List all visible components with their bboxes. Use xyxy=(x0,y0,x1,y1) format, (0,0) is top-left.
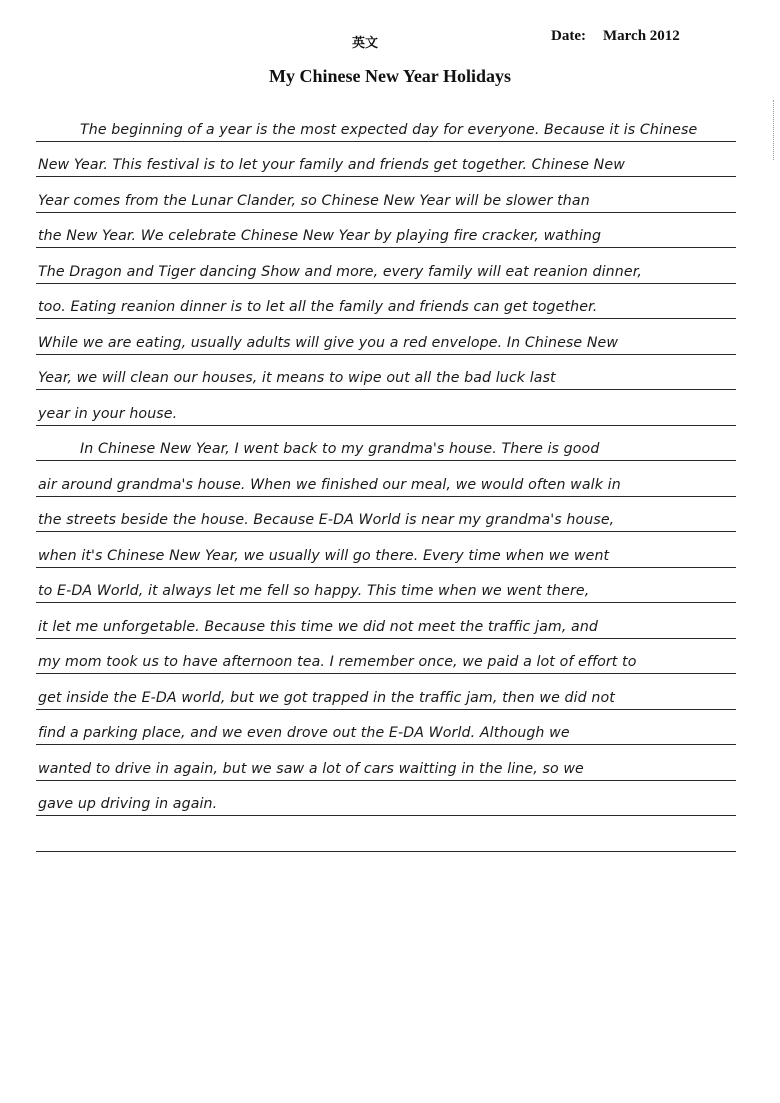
ruled-line xyxy=(36,426,736,462)
handwritten-line: get inside the E-DA world, but we got trapped in the traffic jam, then we did not xyxy=(38,689,615,706)
ruled-line xyxy=(36,497,736,533)
handwritten-line: The Dragon and Tiger dancing Show and more, every family will eat reanion dinner, xyxy=(38,263,642,280)
handwritten-line: In Chinese New Year, I went back to my grandma's house. There is good xyxy=(80,441,600,457)
ruled-line xyxy=(36,816,736,852)
handwritten-line: to E-DA World, it always let me fell so happy. This time when we went there, xyxy=(38,583,590,599)
ruled-writing-area xyxy=(36,106,736,852)
handwritten-line: too. Eating reanion dinner is to let all the family and friends can get together. xyxy=(38,299,598,315)
ruled-line xyxy=(36,745,736,781)
handwritten-line: New Year. This festival is to let your family and friends get together. Chinese New xyxy=(38,157,625,173)
ruled-line xyxy=(36,781,736,817)
ruled-line xyxy=(36,213,736,249)
handwritten-line: Year comes from the Lunar Clander, so Chinese New Year will be slower than xyxy=(38,192,590,209)
ruled-line xyxy=(36,639,736,675)
ruled-line xyxy=(36,710,736,746)
handwritten-line: gave up driving in again. xyxy=(38,796,218,812)
handwritten-line: year in your house. xyxy=(38,405,178,422)
date-label: Date: xyxy=(551,28,586,44)
handwritten-line: my mom took us to have afternoon tea. I remember once, we paid a lot of effort to xyxy=(38,654,637,670)
handwritten-line: The beginning of a year is the most expected day for everyone. Because it is Chinese xyxy=(80,121,698,138)
handwritten-line: find a parking place, and we even drove out the E-DA World. Although we xyxy=(38,725,570,741)
ruled-line xyxy=(36,568,736,604)
ruled-line xyxy=(36,603,736,639)
handwritten-line: wanted to drive in again, but we saw a lot of cars waitting in the line, so we xyxy=(38,760,584,777)
ruled-line xyxy=(36,106,736,142)
ruled-line xyxy=(36,248,736,284)
subject-label: 英文 xyxy=(352,36,379,51)
ruled-line xyxy=(36,461,736,497)
handwritten-line: the New Year. We celebrate Chinese New Year by playing fire cracker, wathing xyxy=(38,228,602,244)
date-value: March 2012 xyxy=(603,28,680,44)
ruled-line xyxy=(36,319,736,355)
ruled-line xyxy=(36,284,736,320)
essay-title: My Chinese New Year Holidays xyxy=(269,66,511,86)
ruled-line xyxy=(36,142,736,178)
handwritten-line: when it's Chinese New Year, we usually will go there. Every time when we went xyxy=(38,547,610,564)
ruled-line xyxy=(36,674,736,710)
handwritten-line: it let me unforgetable. Because this time we did not meet the traffic jam, and xyxy=(38,618,599,635)
scan-edge-mark xyxy=(773,100,778,160)
handwritten-line: While we are eating, usually adults will give you a red envelope. In Chinese New xyxy=(38,334,619,351)
ruled-line xyxy=(36,390,736,426)
handwritten-line: air around grandma's house. When we finished our meal, we would often walk in xyxy=(38,476,621,493)
handwritten-line: Year, we will clean our houses, it means to wipe out all the bad luck last xyxy=(38,370,556,386)
ruled-line xyxy=(36,355,736,391)
ruled-line xyxy=(36,532,736,568)
handwritten-line: the streets beside the house. Because E-DA World is near my grandma's house, xyxy=(38,512,615,528)
ruled-line xyxy=(36,177,736,213)
